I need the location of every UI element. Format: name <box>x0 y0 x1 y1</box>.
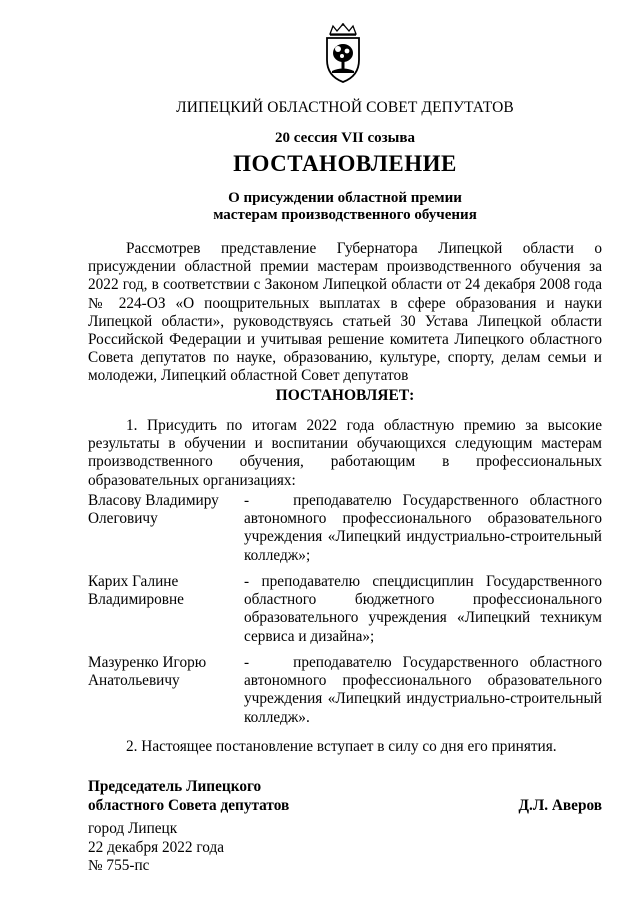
awardee-name: Карих Галине Владимировне <box>88 573 184 609</box>
awardee-description: - преподавателю Государственного областного автономного профессионального образовательного учреждения «Липецкий индустриально-строительный колледж»; <box>244 492 602 564</box>
footer-number: № 755-пс <box>88 857 150 875</box>
item-2-paragraph: 2. Настоящее постановление вступает в силу со дня его принятия. <box>126 738 557 755</box>
awardee-name: Власову Владимиру Олеговичу <box>88 492 219 528</box>
awardee-description: - преподавателю Государственного областного автономного профессионального образовательного учреждения «Липецкий индустриально-строительный колледж». <box>244 654 602 726</box>
signatory-name: Д.Л. Аверов <box>518 796 602 814</box>
session-number: 20 сессия VII созыва <box>274 130 415 146</box>
document-subject <box>88 190 602 224</box>
resolves-heading: ПОСТАНОВЛЯЕТ: <box>275 387 415 404</box>
awardee-name: Мазуренко Игорю Анатольевичу <box>88 654 207 690</box>
subject-line-2: мастерам производственного обучения <box>213 207 477 223</box>
document-type: ПОСТАНОВЛЕНИЕ <box>233 151 457 176</box>
footer-date: 22 декабря 2022 года <box>88 838 225 856</box>
document-footer <box>88 820 224 876</box>
signatory-title: Председатель Липецкого областного Совета депутатов <box>88 778 290 814</box>
council-name: ЛИПЕЦКИЙ ОБЛАСТНОЙ СОВЕТ ДЕПУТАТОВ <box>176 99 514 116</box>
awardee-description: - преподавателю спецдисциплин Государственного областного бюджетного профессионального образовательного учреждения «Липецкий техникум сервиса и дизайна»; <box>244 573 602 645</box>
footer-city: город Липецк <box>88 820 178 837</box>
preamble-paragraph: Рассмотрев представление Губернатора Липецкой области о присуждении областной премии мастерам производственного обучения за 2022 год, в соответствии с Законом Липецкой области от 24 декабря 2008 года № 224-ОЗ «О поощрительных выплатах в сфере образования и науки Липецкой области», руководствуясь статьей 30 Устава Липецкой области Российской Федерации и учитывая решение комитета Липецкого областного Совета депутатов по науке, образованию, культуре, спорту, делам семьи и молодежи, Липецкий областной Совет депутатов <box>88 240 602 385</box>
item-1-paragraph: 1. Присудить по итогам 2022 года областную премию за высокие результаты в обучении и воспитании обучающихся следующим мастерам производственного обучения, работающим в профессиональных образовательных организациях: <box>88 417 602 489</box>
coat-of-arms-icon <box>318 22 368 84</box>
subject-line-1: О присуждении областной премии <box>228 190 462 206</box>
